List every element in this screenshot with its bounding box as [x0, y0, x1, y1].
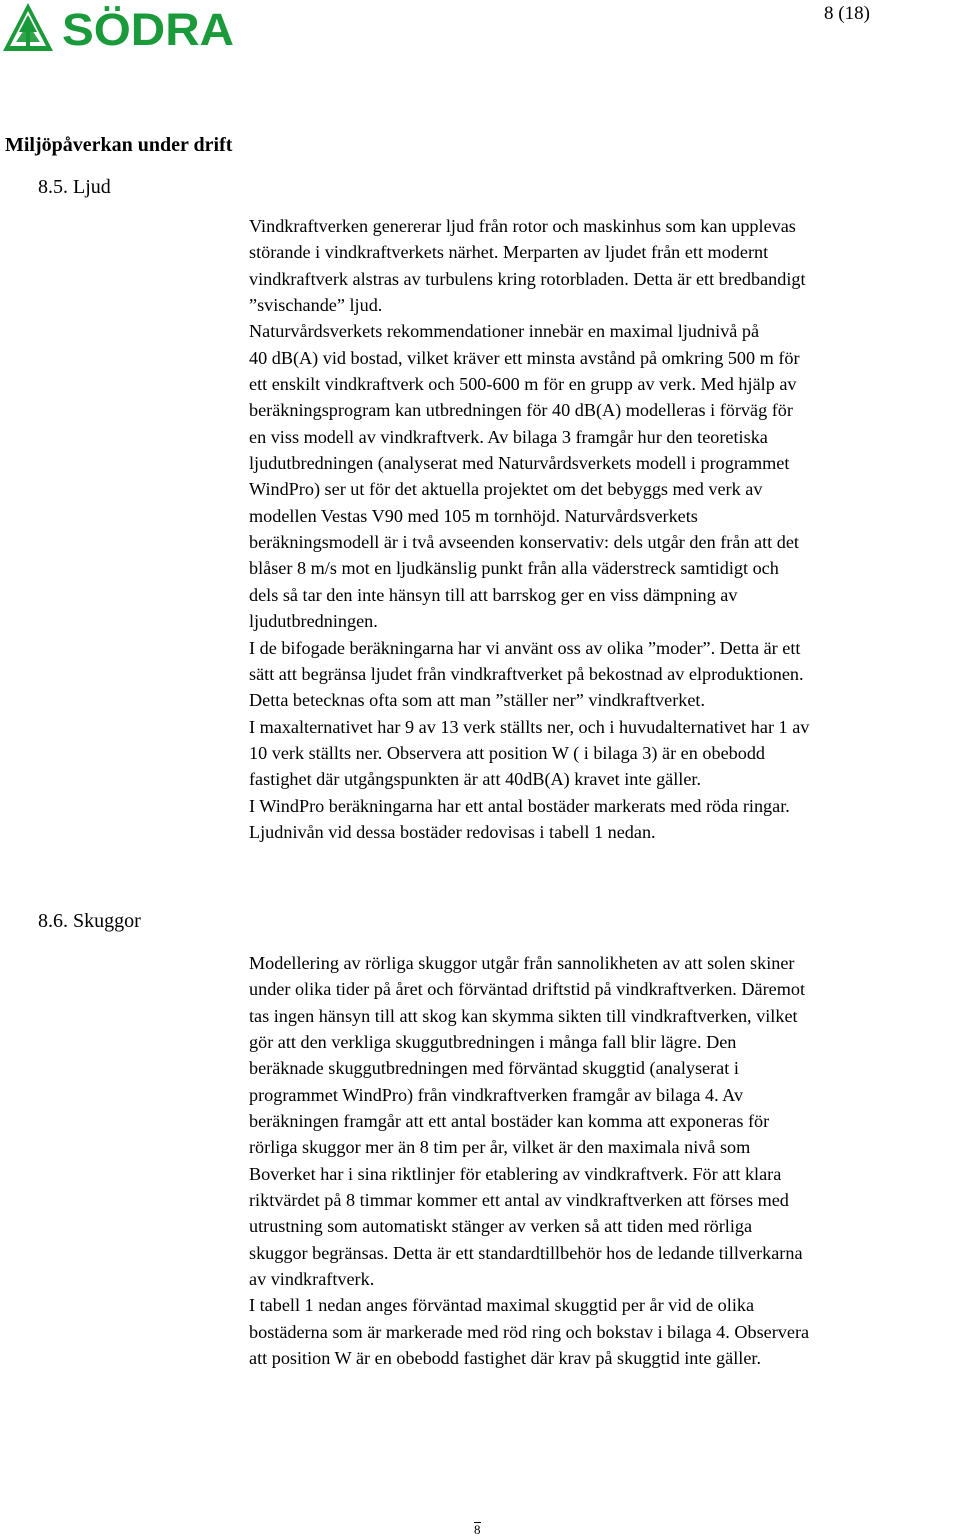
paragraph-line: beräkningen framgår att ett antal bostäder kan komma att exponeras för: [249, 1111, 770, 1132]
section-body-ljud: [249, 213, 960, 845]
paragraph-line: I maxalternativet har 9 av 13 verk ställts ner, och i huvudalternativet har 1 av: [249, 716, 810, 737]
paragraph-line: beräknade skuggutbredningen med förväntad skuggtid (analyserat i: [249, 1058, 739, 1079]
paragraph-line: programmet WindPro) från vindkraftverken framgår av bilaga 4. Av: [249, 1084, 744, 1105]
paragraph-line: dels så tar den inte hänsyn till att barrskog ger en viss dämpning av: [249, 584, 738, 605]
paragraph-line: Boverket har i sina riktlinjer för etablering av vindkraftverk. För att klara: [249, 1163, 782, 1184]
paragraph-line: en viss modell av vindkraftverk. Av bilaga 3 framgår hur den teoretiska: [249, 426, 768, 447]
paragraph-line: tas ingen hänsyn till att skog kan skymma sikten till vindkraftverken, vilket: [249, 1005, 798, 1026]
footer-page-number: 8: [474, 1522, 481, 1537]
paragraph-line: 40 dB(A) vid bostad, vilket kräver ett minsta avstånd på omkring 500 m för: [249, 347, 800, 368]
paragraph-line: under olika tider på året och förväntad driftstid på vindkraftverken. Däremot: [249, 979, 806, 1000]
paragraph-line: gör att den verkliga skuggutbredningen i många fall blir lägre. Den: [249, 1032, 737, 1053]
section-heading-ljud: 8.5. Ljud: [38, 176, 111, 198]
paragraph-line: Ljudnivån vid dessa bostäder redovisas i tabell 1 nedan.: [249, 821, 656, 842]
paragraph-line: skuggor begränsas. Detta är ett standardtillbehör hos de ledande tillverkarna: [249, 1242, 803, 1263]
paragraph-line: att position W är en obebodd fastighet där krav på skuggtid inte gäller.: [249, 1348, 761, 1369]
paragraph-line: vindkraftverk alstras av turbulens kring rotorbladen. Detta är ett bredbandigt: [249, 268, 806, 289]
paragraph-line: ”svischande” ljud.: [249, 295, 383, 316]
paragraph-line: I de bifogade beräkningarna har vi använt oss av olika ”moder”. Detta är ett: [249, 637, 801, 658]
paragraph-line: blåser 8 m/s mot en ljudkänslig punkt från alla väderstreck samtidigt och: [249, 558, 779, 579]
paragraph-line: ljudutbredningen (analyserat med Naturvårdsverkets modell i programmet: [249, 453, 790, 474]
paragraph-line: sätt att begränsa ljudet från vindkraftverket på bekostnad av elproduktionen.: [249, 663, 804, 684]
paragraph-line: I tabell 1 nedan anges förväntad maximal skuggtid per år vid de olika: [249, 1295, 755, 1316]
paragraph-line: Modellering av rörliga skuggor utgår från sannolikheten av att solen skiner: [249, 953, 795, 973]
document-title: Miljöpåverkan under drift: [5, 134, 233, 156]
paragraph-line: Detta betecknas ofta som att man ”ställer ner” vindkraftverket.: [249, 690, 706, 711]
paragraph-line: rörliga skuggor mer än 8 tim per år, vilket är den maximala nivå som: [249, 1137, 751, 1158]
section-heading-skuggor: 8.6. Skuggor: [38, 910, 141, 932]
paragraph-line: WindPro) ser ut för det aktuella projektet om det bebyggs med verk av: [249, 479, 763, 500]
sodra-logo: [2, 2, 238, 54]
paragraph-line: Naturvårdsverkets rekommendationer innebär en maximal ljudnivå på: [249, 321, 760, 342]
paragraph-line: beräkningsmodell är i två avseenden konservativ: dels utgår den från att det: [249, 532, 799, 553]
paragraph-line: Vindkraftverken genererar ljud från rotor och maskinhus som kan upplevas: [249, 216, 796, 236]
paragraph-line: 10 verk ställts ner. Observera att position W ( i bilaga 3) är en obebodd: [249, 742, 766, 763]
paragraph-line: fastighet där utgångspunkten är att 40dB(A) kravet inte gäller.: [249, 769, 702, 790]
paragraph-line: I WindPro beräkningarna har ett antal bostäder markerats med röda ringar.: [249, 795, 790, 816]
paragraph-line: modellen Vestas V90 med 105 m tornhöjd. Naturvårdsverkets: [249, 505, 698, 526]
paragraph-line: ljudutbredningen.: [249, 611, 378, 632]
paragraph-line: riktvärdet på 8 timmar kommer ett antal av vindkraftverken att förses med: [249, 1190, 789, 1211]
page-indicator: 8 (18): [824, 3, 870, 24]
sodra-logo-icon: [2, 2, 238, 54]
paragraph-line: störande i vindkraftverkets närhet. Merparten av ljudet från ett modernt: [249, 242, 769, 263]
paragraph-line: bostäderna som är markerade med röd ring och bokstav i bilaga 4. Observera: [249, 1321, 810, 1342]
paragraph-line: utrustning som automatiskt stänger av verken så att tiden med rörliga: [249, 1216, 753, 1237]
paragraph-line: ett enskilt vindkraftverk och 500-600 m för en grupp av verk. Med hjälp av: [249, 374, 797, 395]
paragraph-line: beräkningsprogram kan utbredningen för 40 dB(A) modelleras i förväg för: [249, 400, 793, 421]
paragraph-line: av vindkraftverk.: [249, 1269, 375, 1290]
section-body-skuggor: [249, 950, 960, 1372]
logo-wordmark: SÖDRA: [62, 4, 234, 54]
